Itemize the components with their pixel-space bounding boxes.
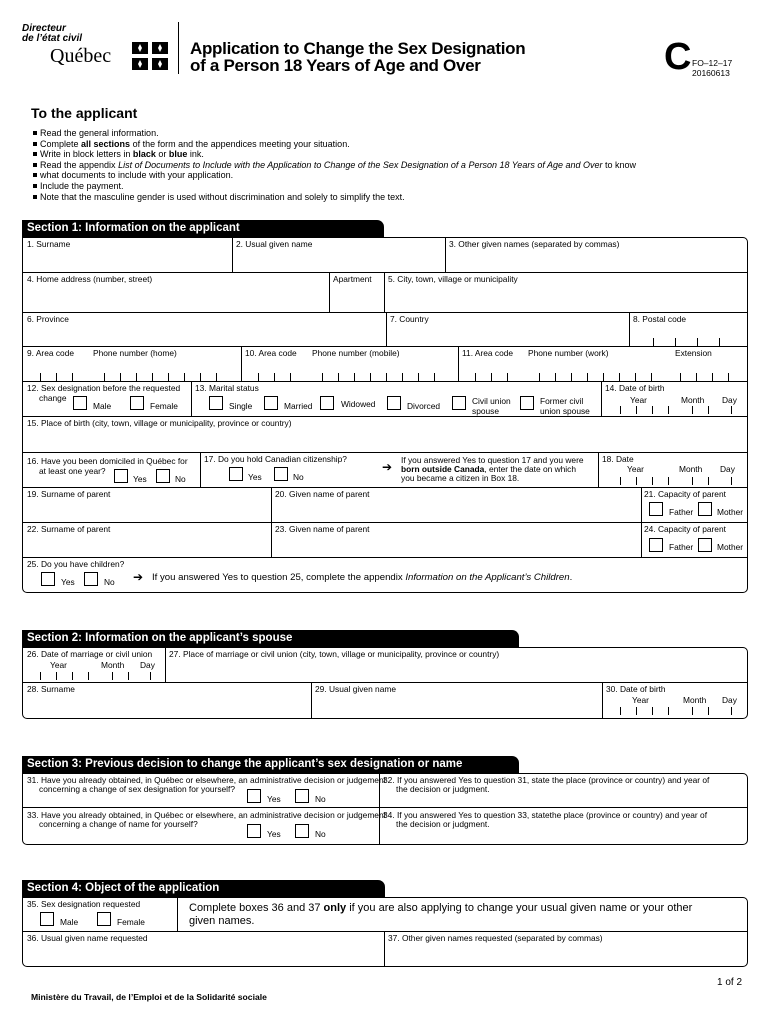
- form-title-line1: Application to Change the Sex Designation: [190, 39, 526, 58]
- field-15-label: 15. Place of birth (city, town, village or municipality, province or country): [27, 418, 292, 428]
- parent2-mother-label: Mother: [717, 542, 744, 552]
- org-line2: de l’état civil: [22, 33, 83, 44]
- field-16-label-cont: at least one year?: [39, 466, 106, 476]
- field-25-label: 25. Do you have children?: [27, 559, 125, 569]
- field-24-label: 24. Capacity of parent: [644, 524, 726, 534]
- section2-header: Section 2: Information on the applicant’s spouse: [22, 630, 519, 647]
- field-21-label: 21. Capacity of parent: [644, 489, 726, 499]
- spouse-dob-year-label: Year: [632, 695, 649, 705]
- note-17-line3: you became a citizen in Box 18.: [401, 473, 520, 483]
- field-32-label: 32. If you answered Yes to question 31, state the place (province or country) and year of: [383, 775, 710, 785]
- parent1-mother-label: Mother: [717, 507, 744, 517]
- form-date: 20160613: [692, 68, 730, 78]
- phone-home-label: Phone number (home): [93, 348, 177, 358]
- sex-female-checkbox[interactable]: [130, 396, 144, 410]
- parent2-father-label: Father: [669, 542, 694, 552]
- intro-bullet: Include the payment.: [32, 181, 636, 192]
- children-no-checkbox[interactable]: [84, 572, 98, 586]
- field-26-label: 26. Date of marriage or civil union: [27, 649, 153, 659]
- field-20-label: 20. Given name of parent: [275, 489, 370, 499]
- field-23-label: 23. Given name of parent: [275, 524, 370, 534]
- field-28-label: 28. Surname: [27, 684, 75, 694]
- field-22-label: 22. Surname of parent: [27, 524, 111, 534]
- requested-male-checkbox[interactable]: [40, 912, 54, 926]
- sex-decision-yes-label: Yes: [267, 794, 281, 804]
- section1-box: [22, 237, 748, 593]
- single-label: Single: [229, 401, 253, 411]
- dob-year-label: Year: [630, 395, 647, 405]
- date18-month-label: Month: [679, 464, 703, 474]
- form-title-line2: of a Person 18 Years of Age and Over: [190, 56, 481, 75]
- date18-year-label: Year: [627, 464, 644, 474]
- dob-month-label: Month: [681, 395, 705, 405]
- dob-day-label: Day: [722, 395, 737, 405]
- marriage-year-label: Year: [50, 660, 67, 670]
- requested-female-label: Female: [117, 917, 145, 927]
- field-4-label: 4. Home address (number, street): [27, 274, 153, 284]
- intro-bullet: Read the appendix List of Documents to Include with the Application to Change of the Sex Designation of a Person 18 Years of Age and Over to know: [32, 160, 636, 171]
- ministry-name: Ministère du Travail, de l’Emploi et de la Solidarité sociale: [31, 992, 267, 1002]
- sex-decision-yes-checkbox[interactable]: [247, 789, 261, 803]
- spouse-dob-day-label: Day: [722, 695, 737, 705]
- phone-work-label: Phone number (work): [528, 348, 609, 358]
- field-10-label: 10. Area code: [245, 348, 297, 358]
- field-1-label: 1. Surname: [27, 239, 71, 249]
- field-37-label: 37. Other given names requested (separated by commas): [388, 933, 603, 943]
- divorced-label: Divorced: [407, 401, 441, 411]
- widowed-checkbox[interactable]: [320, 396, 334, 410]
- quebec-flag-icon: [132, 42, 168, 70]
- civil-union-checkbox[interactable]: [452, 396, 466, 410]
- domiciled-yes-checkbox[interactable]: [114, 469, 128, 483]
- citizenship-yes-checkbox[interactable]: [229, 467, 243, 481]
- extension-label: Extension: [675, 348, 712, 358]
- married-checkbox[interactable]: [264, 396, 278, 410]
- intro-bullet: Write in block letters in black or blue ink.: [32, 149, 636, 160]
- sex-male-label: Male: [93, 401, 112, 411]
- section1-header: Section 1: Information on the applicant: [22, 220, 384, 237]
- field-14-label: 14. Date of birth: [605, 383, 665, 393]
- field-9-label: 9. Area code: [27, 348, 75, 358]
- phone-mobile-label: Phone number (mobile): [312, 348, 400, 358]
- children-yes-checkbox[interactable]: [41, 572, 55, 586]
- name-decision-yes-checkbox[interactable]: [247, 824, 261, 838]
- sex-decision-no-checkbox[interactable]: [295, 789, 309, 803]
- org-name: Québec: [50, 45, 112, 67]
- field-13-label: 13. Marital status: [195, 383, 259, 393]
- domiciled-no-label: No: [175, 474, 186, 484]
- field-12-label: 12. Sex designation before the requested: [27, 383, 181, 393]
- field-31-label: 31. Have you already obtained, in Québec or elsewhere, an administrative decision or judgement: [27, 775, 386, 785]
- children-no-label: No: [104, 577, 115, 587]
- field-17-label: 17. Do you hold Canadian citizenship?: [204, 454, 347, 464]
- name-decision-no-checkbox[interactable]: [295, 824, 309, 838]
- field-5-label: 5. City, town, village or municipality: [388, 274, 518, 284]
- former-civil-label-2: union spouse: [540, 406, 590, 416]
- former-civil-union-checkbox[interactable]: [520, 396, 534, 410]
- org-line1: Directeur: [22, 23, 66, 34]
- name-decision-yes-label: Yes: [267, 829, 281, 839]
- apartment-label: Apartment: [333, 274, 372, 284]
- field-27-label: 27. Place of marriage or civil union (city, town, village or municipality, province or country): [169, 649, 500, 659]
- field-6-label: 6. Province: [27, 314, 69, 324]
- field-36-label: 36. Usual given name requested: [27, 933, 148, 943]
- single-checkbox[interactable]: [209, 396, 223, 410]
- intro-bullet: Note that the masculine gender is used without discrimination and solely to simplify the text.: [32, 192, 636, 203]
- sex-female-label: Female: [150, 401, 178, 411]
- parent2-mother-checkbox[interactable]: [698, 538, 712, 552]
- form-letter: C: [664, 36, 692, 78]
- citizenship-yes-label: Yes: [248, 472, 262, 482]
- parent1-father-label: Father: [669, 507, 694, 517]
- note-25: If you answered Yes to question 25, complete the appendix Information on the Applicant’s Children.: [152, 572, 573, 583]
- marriage-day-label: Day: [140, 660, 155, 670]
- section4-note: Complete boxes 36 and 37 only if you are also applying to change your usual given name or your other given names.: [189, 902, 693, 927]
- intro-bullet: Read the general information.: [32, 128, 636, 139]
- page-number: 1 of 2: [717, 977, 743, 988]
- field-3-label: 3. Other given names (separated by commas): [449, 239, 620, 249]
- field-11-label: 11. Area code: [462, 348, 514, 358]
- domiciled-yes-label: Yes: [133, 474, 147, 484]
- spouse-dob-month-label: Month: [683, 695, 707, 705]
- children-yes-label: Yes: [61, 577, 75, 587]
- field-34-label-cont: the decision or judgment.: [396, 819, 490, 829]
- intro-bullet: Complete all sections of the form and the appendices meeting your situation.: [32, 139, 636, 150]
- field-33-label-cont: concerning a change of name for yourself?: [39, 819, 198, 829]
- field-34-label: 34. If you answered Yes to question 33, statethe place (province or country) and year of: [383, 810, 708, 820]
- marriage-month-label: Month: [101, 660, 125, 670]
- civil-union-label-2: spouse: [472, 406, 500, 416]
- date18-day-label: Day: [720, 464, 735, 474]
- parent2-father-checkbox[interactable]: [649, 538, 663, 552]
- married-label: Married: [284, 401, 313, 411]
- civil-union-label: Civil union: [472, 396, 511, 406]
- note-17-line1: If you answered Yes to question 17 and you were: [401, 455, 584, 465]
- note-17-line2: born outside Canada, enter the date on which: [401, 464, 577, 474]
- section3-header: Section 3: Previous decision to change the applicant’s sex designation or name: [22, 756, 519, 773]
- sex-decision-no-label: No: [315, 794, 326, 804]
- intro-bullets: [32, 128, 636, 202]
- field-30-label: 30. Date of birth: [606, 684, 666, 694]
- field-18-label: 18. Date: [602, 454, 634, 464]
- former-civil-label: Former civil: [540, 396, 584, 406]
- name-decision-no-label: No: [315, 829, 326, 839]
- divorced-checkbox[interactable]: [387, 396, 401, 410]
- field-31-label-cont: concerning a change of sex designation for yourself?: [39, 784, 236, 794]
- parent1-father-checkbox[interactable]: [649, 502, 663, 516]
- arrow-right-icon: ➔: [382, 460, 393, 474]
- arrow-right-icon: ➔: [133, 570, 144, 584]
- field-2-label: 2. Usual given name: [236, 239, 313, 249]
- parent1-mother-checkbox[interactable]: [698, 502, 712, 516]
- citizenship-no-label: No: [293, 472, 304, 482]
- field-33-label: 33. Have you already obtained, in Québec or elsewhere, an administrative decision or judgement: [27, 810, 386, 820]
- field-12-label-cont: change: [39, 393, 67, 403]
- field-16-label: 16. Have you been domiciled in Québec for: [27, 456, 188, 466]
- section4-header: Section 4: Object of the application: [22, 880, 385, 897]
- intro-bullet-continuation: what documents to include with your application.: [32, 170, 636, 181]
- form-code: FO–12–17: [692, 58, 733, 68]
- requested-male-label: Male: [60, 917, 79, 927]
- requested-female-checkbox[interactable]: [97, 912, 111, 926]
- field-32-label-cont: the decision or judgment.: [396, 784, 490, 794]
- field-19-label: 19. Surname of parent: [27, 489, 111, 499]
- citizenship-no-checkbox[interactable]: [274, 467, 288, 481]
- field-8-label: 8. Postal code: [633, 314, 687, 324]
- field-29-label: 29. Usual given name: [315, 684, 397, 694]
- widowed-label: Widowed: [341, 399, 376, 409]
- field-7-label: 7. Country: [390, 314, 429, 324]
- intro-heading: To the applicant: [31, 105, 138, 121]
- sex-male-checkbox[interactable]: [73, 396, 87, 410]
- field-35-label: 35. Sex designation requested: [27, 899, 141, 909]
- domiciled-no-checkbox[interactable]: [156, 469, 170, 483]
